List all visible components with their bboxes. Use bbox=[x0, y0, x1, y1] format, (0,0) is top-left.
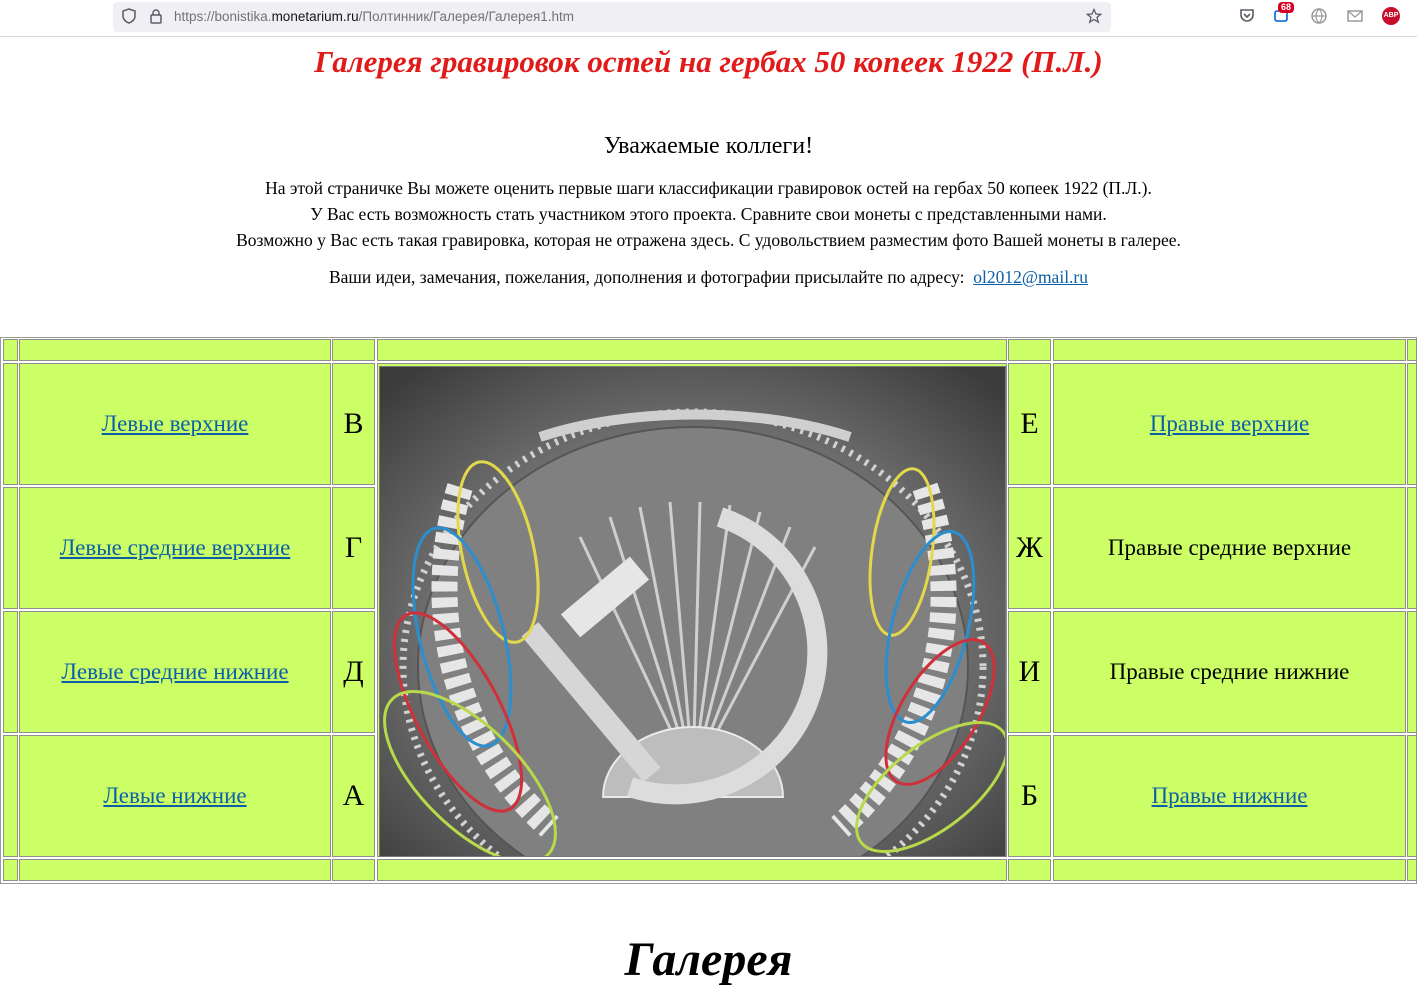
label-right-mid-upper: Правые средние верхние bbox=[1107, 535, 1352, 560]
table-spacer-cell bbox=[1407, 363, 1417, 485]
intro-line-2: У Вас есть возможность стать участником этого проекта. Сравните свои монеты с представленными нами. bbox=[310, 204, 1107, 224]
contact-line bbox=[0, 267, 1417, 288]
table-spacer-cell bbox=[332, 859, 375, 881]
letter-cell bbox=[332, 735, 375, 857]
contact-text: Ваши идеи, замечания, пожелания, дополнения и фотографии присылайте по адресу: bbox=[328, 267, 965, 287]
letter-cell bbox=[1008, 363, 1051, 485]
contact-email-link[interactable]: ol2012@mail.ru bbox=[973, 267, 1089, 287]
gallery-cell-right-upper bbox=[1053, 363, 1406, 485]
gallery-cell-right-mid-lower bbox=[1053, 611, 1406, 733]
table-spacer-cell bbox=[1407, 611, 1417, 733]
lock-icon[interactable] bbox=[148, 8, 164, 24]
table-spacer-cell bbox=[1008, 339, 1051, 361]
link-right-upper[interactable]: Правые верхние bbox=[1149, 411, 1310, 436]
letter-label: И bbox=[1018, 655, 1041, 688]
intro-line-3: Возможно у Вас есть такая гравировка, которая не отражена здесь. С удовольствием разместим фото Вашей монеты в галерее. bbox=[236, 230, 1181, 250]
letter-cell bbox=[1008, 611, 1051, 733]
letter-cell bbox=[1008, 735, 1051, 857]
letter-cell bbox=[332, 611, 375, 733]
url-field[interactable] bbox=[113, 2, 1111, 32]
star-icon[interactable] bbox=[1086, 8, 1102, 24]
table-spacer-cell bbox=[3, 339, 18, 361]
url-path: /Полтинник/Галерея/Галерея1.htm bbox=[358, 9, 575, 24]
intro-line-1: На этой страничке Вы можете оценить первые шаги классификации гравировок остей на гербах 50 копеек 1922 (П.Л.). bbox=[265, 178, 1152, 198]
browser-toolbar bbox=[0, 0, 1417, 37]
table-spacer-cell bbox=[3, 735, 18, 857]
table-spacer-cell bbox=[1407, 487, 1417, 609]
table-spacer-cell bbox=[19, 859, 331, 881]
coin-emblem-illustration bbox=[380, 367, 1006, 857]
table-spacer-cell bbox=[377, 339, 1007, 361]
url-prefix: https://bonistika. bbox=[174, 9, 272, 24]
gallery-cell-left-upper bbox=[19, 363, 331, 485]
url-text[interactable] bbox=[174, 9, 574, 24]
letter-cell bbox=[332, 487, 375, 609]
table-spacer-cell bbox=[332, 339, 375, 361]
adblock-icon[interactable]: ABP bbox=[1382, 7, 1400, 25]
letter-label: Д bbox=[343, 655, 364, 688]
link-right-lower[interactable]: Правые нижние bbox=[1151, 783, 1308, 808]
table-spacer-cell bbox=[377, 859, 1007, 881]
link-left-upper[interactable]: Левые верхние bbox=[101, 411, 249, 436]
link-left-mid-lower[interactable]: Левые средние нижние bbox=[61, 659, 289, 684]
table-spacer-cell bbox=[19, 339, 331, 361]
greeting: Уважаемые коллеги! bbox=[603, 133, 814, 159]
gallery-cell-right-mid-upper bbox=[1053, 487, 1406, 609]
letter-label: Г bbox=[344, 531, 363, 564]
table-spacer-cell bbox=[3, 487, 18, 609]
table-spacer-cell bbox=[1008, 859, 1051, 881]
gallery-cell-right-lower bbox=[1053, 735, 1406, 857]
table-spacer-cell bbox=[1053, 859, 1406, 881]
mail-icon[interactable] bbox=[1346, 7, 1364, 25]
gallery-heading: Галерея bbox=[624, 933, 793, 986]
link-left-lower[interactable]: Левые нижние bbox=[103, 783, 247, 808]
label-right-mid-lower: Правые средние нижние bbox=[1109, 659, 1350, 684]
page-title: Галерея гравировок остей на гербах 50 копеек 1922 (П.Л.) bbox=[314, 44, 1103, 79]
globe-icon[interactable] bbox=[1310, 7, 1328, 25]
shield-icon[interactable] bbox=[121, 8, 137, 24]
gallery-cell-left-mid-lower bbox=[19, 611, 331, 733]
table-spacer-cell bbox=[3, 363, 18, 485]
table-spacer-cell bbox=[1407, 859, 1417, 881]
url-domain: monetarium.ru bbox=[271, 9, 359, 24]
letter-cell bbox=[332, 363, 375, 485]
gallery-cell-left-mid-upper bbox=[19, 487, 331, 609]
letter-label: Ж bbox=[1016, 531, 1043, 564]
coin-image bbox=[379, 366, 1006, 857]
table-spacer-cell bbox=[1407, 339, 1417, 361]
notification-badge: 68 bbox=[1278, 2, 1294, 13]
pocket-icon[interactable] bbox=[1238, 7, 1256, 25]
table-spacer-cell bbox=[1053, 339, 1406, 361]
letter-label: Б bbox=[1020, 779, 1039, 812]
table-spacer-cell bbox=[3, 611, 18, 733]
letter-cell bbox=[1008, 487, 1051, 609]
table-spacer-cell bbox=[3, 859, 18, 881]
letter-label: В bbox=[343, 407, 364, 440]
gallery-cell-left-lower bbox=[19, 735, 331, 857]
letter-label: Е bbox=[1020, 407, 1039, 440]
letter-label: А bbox=[342, 779, 365, 812]
link-left-mid-upper[interactable]: Левые средние верхние bbox=[59, 535, 291, 560]
table-spacer-cell bbox=[1407, 735, 1417, 857]
